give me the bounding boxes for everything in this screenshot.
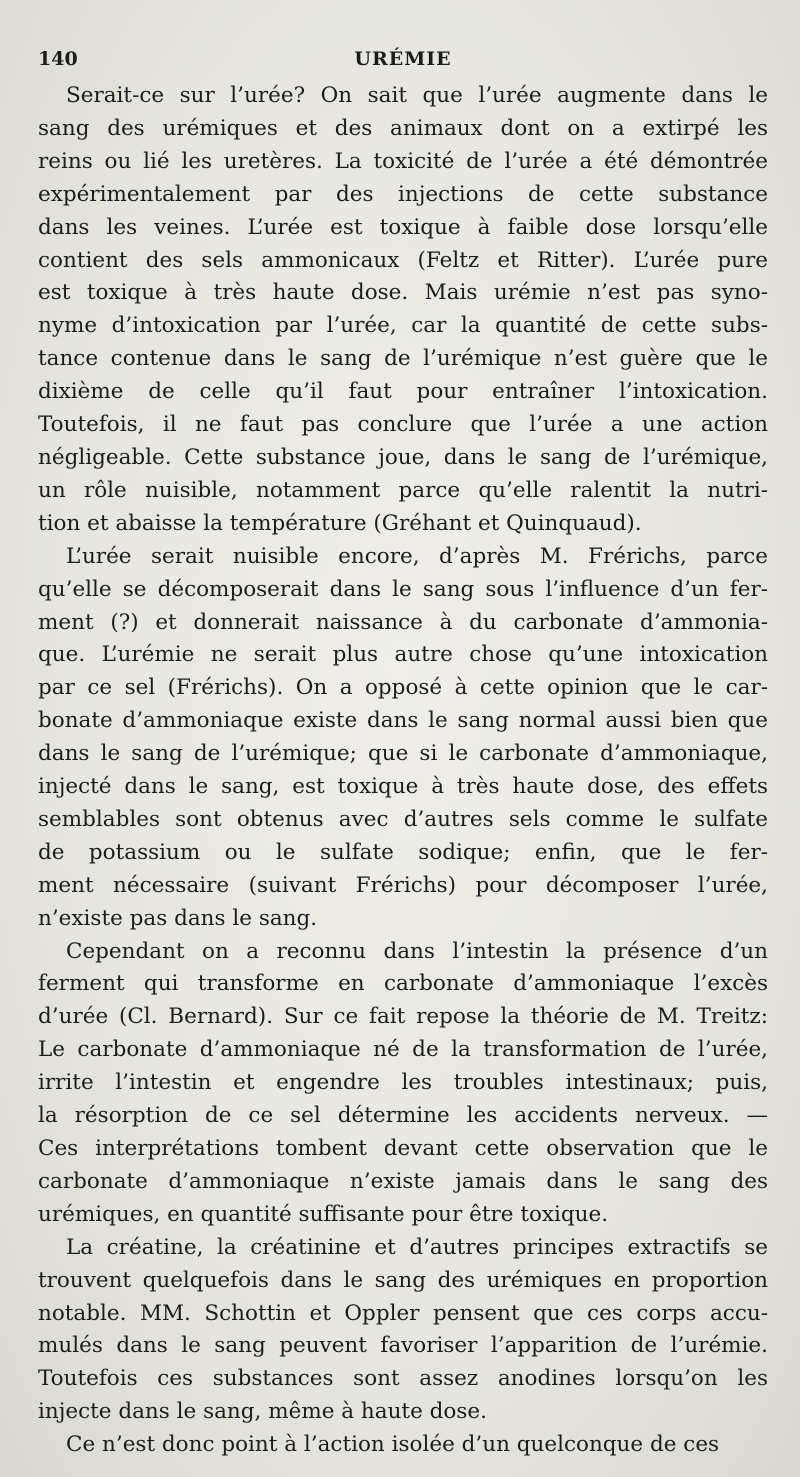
text-line: tion et abaisse la température (Gréhant et Quinquaud). [38,510,642,536]
text-line: dixième de celle qu’il faut pour entraîner l’intoxication. [38,379,768,405]
text-line: L’urée serait nuisible encore, d’après M. Frérichs, parce [66,543,768,569]
paragraph [38,1429,768,1462]
text-line: contient des sels ammonicaux (Feltz et Ritter). L’urée pure [38,247,768,273]
text-line: ment nécessaire (suivant Frérichs) pour décomposer l’urée, [38,872,768,898]
text-line: n’existe pas dans le sang. [38,905,318,931]
text-line: bonate d’ammoniaque existe dans le sang normal aussi bien que [38,708,768,734]
text-line: dans le sang de l’urémique; que si le carbonate d’ammoniaque, [38,741,768,767]
paragraph [38,80,768,541]
text-line: injecte dans le sang, même à haute dose. [38,1399,487,1425]
paragraph [38,936,768,1232]
text-line: dans les veines. L’urée est toxique à faible dose lorsqu’elle [38,214,768,240]
paragraph [38,541,768,936]
book-page [38,40,768,1462]
paragraph [38,1232,768,1429]
text-line: Toutefois ces substances sont assez anodines lorsqu’on les [38,1366,768,1392]
text-line: urémiques, en quantité suffisante pour être toxique. [38,1201,609,1227]
text-line: expérimentalement par des injections de cette substance [38,181,768,207]
text-line: ferment qui transforme en carbonate d’ammoniaque l’excès [38,971,768,997]
text-line: négligeable. Cette substance joue, dans le sang de l’urémique, [38,444,768,470]
text-line: Cependant on a reconnu dans l’intestin la présence d’un [66,938,768,964]
text-line: La créatine, la créatinine et d’autres principes extractifs se [66,1234,768,1260]
text-line: Toutefois, il ne faut pas conclure que l’urée a une action [38,412,768,438]
text-line: sang des urémiques et des animaux dont on a extirpé les [38,115,768,141]
text-line: que. L’urémie ne serait plus autre chose qu’une intoxication [38,642,768,668]
body-text [38,80,768,1462]
text-line: tance contenue dans le sang de l’urémique n’est guère que le [38,346,768,372]
running-title: URÉMIE [354,48,452,70]
text-line: nyme d’intoxication par l’urée, car la quantité de cette subs- [38,313,768,339]
text-line: ment (?) et donnerait naissance à du carbonate d’ammonia- [38,609,768,635]
text-line: semblables sont obtenus avec d’autres sels comme le sulfate [38,806,768,832]
text-line: d’urée (Cl. Bernard). Sur ce fait repose la théorie de M. Treitz: [38,1004,768,1030]
text-line: par ce sel (Frérichs). On a opposé à cette opinion que le car- [38,675,768,701]
page-number: 140 [38,48,78,70]
text-line: injecté dans le sang, est toxique à très haute dose, des effets [38,774,768,800]
text-line: carbonate d’ammoniaque n’existe jamais dans le sang des [38,1168,768,1194]
text-line: la résorption de ce sel détermine les accidents nerveux. — [38,1103,768,1129]
text-line: trouvent quelquefois dans le sang des urémiques en proportion [38,1267,768,1293]
text-line: Ces interprétations tombent devant cette observation que le [38,1136,768,1161]
text-line: Ce n’est donc point à l’action isolée d’un quelconque de ces [66,1432,720,1458]
text-line: qu’elle se décomposerait dans le sang sous l’influence d’un fer- [38,576,768,602]
text-line: reins ou lié les uretères. La toxicité de l’urée a été démontrée [38,148,768,174]
running-head [38,40,768,80]
text-line: est toxique à très haute dose. Mais urémie n’est pas syno- [38,280,768,306]
text-line: de potassium ou le sulfate sodique; enfin, que le fer- [38,839,768,865]
text-line: irrite l’intestin et engendre les troubles intestinaux; puis, [38,1070,768,1096]
text-line: un rôle nuisible, notamment parce qu’elle ralentit la nutri- [38,477,768,503]
text-line: mulés dans le sang peuvent favoriser l’apparition de l’urémie. [38,1333,768,1359]
text-line: Le carbonate d’ammoniaque né de la transformation de l’urée, [38,1037,768,1063]
text-line: Serait-ce sur l’urée? On sait que l’urée augmente dans le [66,83,768,108]
text-line: notable. MM. Schottin et Oppler pensent que ces corps accu- [38,1300,768,1326]
